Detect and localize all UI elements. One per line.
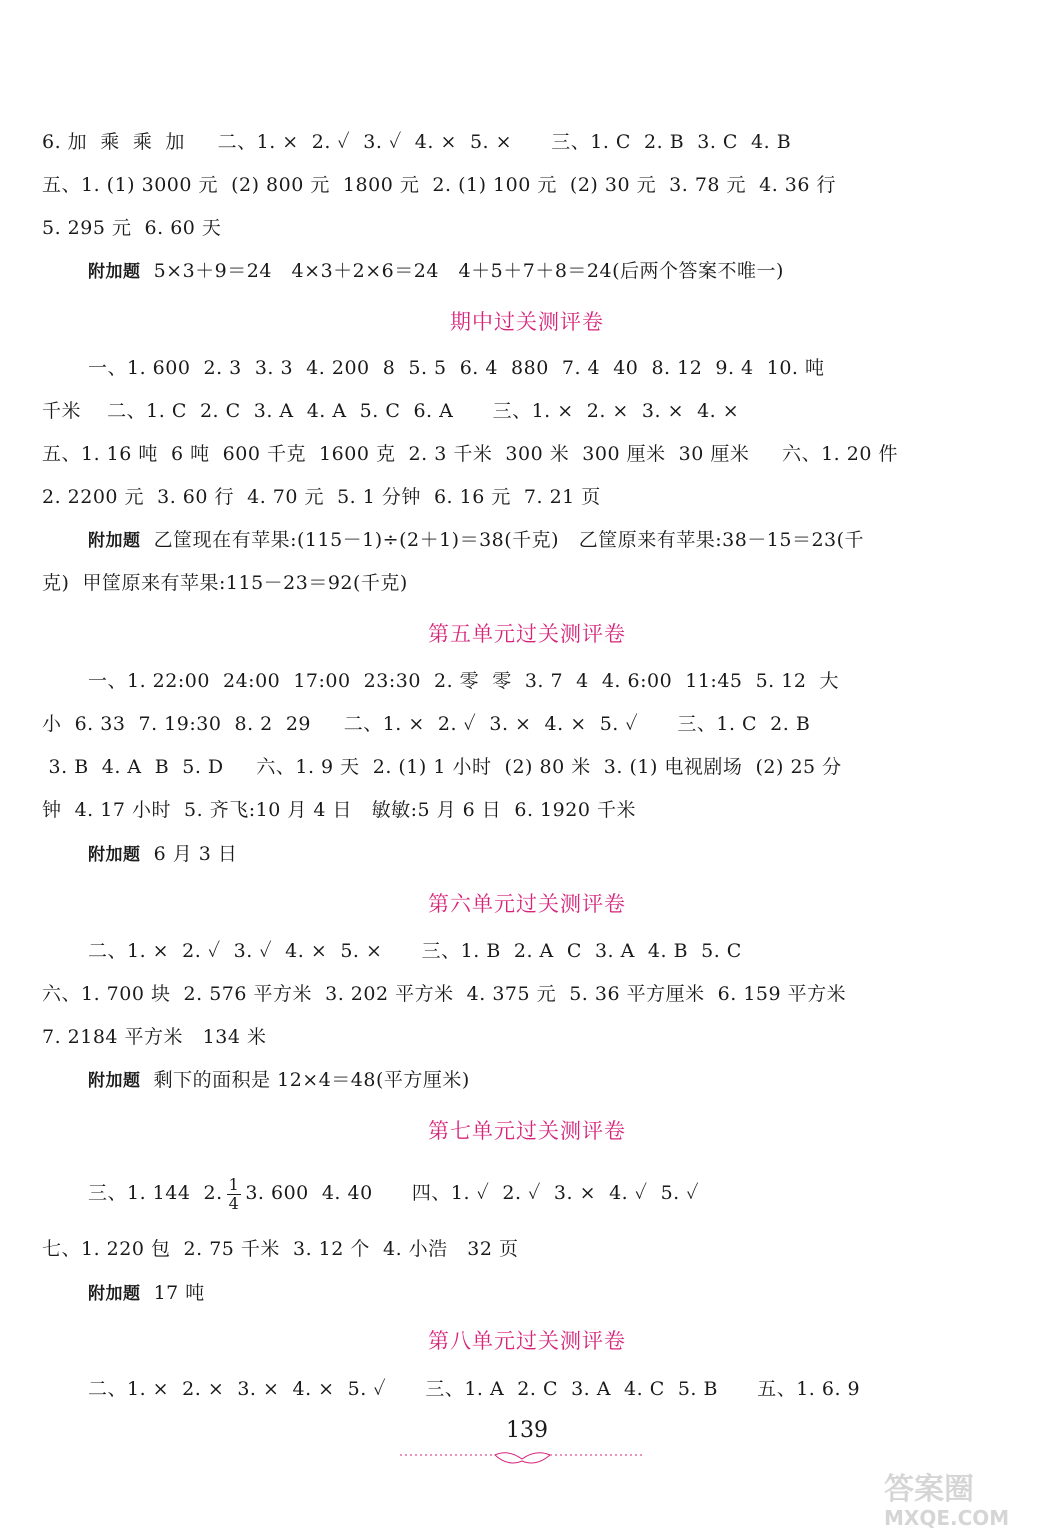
extra-question-label: 附加题 <box>88 845 141 865</box>
unit5-extra <box>88 840 1004 869</box>
answer-line-3: 5. 295 元 6. 60 天 <box>42 217 222 239</box>
unit6-extra <box>88 1066 1004 1095</box>
unit7-line-1-start: 三、1. 144 2. <box>88 1182 223 1204</box>
unit7-line-2: 七、1. 220 包 2. 75 千米 3. 12 个 4. 小浩 32 页 <box>42 1238 519 1260</box>
unit7-line-1-end: 3. 600 4. 40 四、1. ✓ 2. ✓ 3. × 4. ✓ 5. ✓ <box>245 1182 700 1204</box>
extra-question-label: 附加题 <box>88 531 141 551</box>
midterm-line-4: 2. 2200 元 3. 60 行 4. 70 元 5. 1 分钟 6. 16 元 7. 21 页 <box>42 486 601 508</box>
unit6-line-1: 二、1. × 2. ✓ 3. ✓ 4. × 5. × 三、1. B 2. A C 3. A 4. B 5. C <box>88 940 742 962</box>
unit7-line-1 <box>88 1172 1004 1214</box>
answer-line-2: 五、1. (1) 3000 元 (2) 800 元 1800 元 2. (1) 100 元 (2) 30 元 3. 78 元 4. 36 行 <box>42 174 837 196</box>
extra-question-label: 附加题 <box>88 1071 141 1091</box>
unit5-line-2: 小 6. 33 7. 19:30 8. 2 29 二、1. × 2. ✓ 3. × 4. × 5. ✓ 三、1. C 2. B <box>42 713 811 735</box>
unit5-extra-text: 6 月 3 日 <box>140 843 238 865</box>
section-title-unit8: 第八单元过关测评卷 <box>428 1329 626 1353</box>
watermark-logo-icon <box>880 1465 1045 1531</box>
unit7-extra-text: 17 吨 <box>140 1282 205 1304</box>
decorative-divider-icon <box>400 1449 645 1469</box>
unit6-line-3: 7. 2184 平方米 134 米 <box>42 1026 267 1048</box>
midterm-extra-2: 克) 甲筐原来有苹果:115－23＝92(千克) <box>42 572 408 594</box>
unit5-line-1: 一、1. 22:00 24:00 17:00 23:30 2. 零 零 3. 7 4 4. 6:00 11:45 5. 12 大 <box>88 670 840 692</box>
unit6-extra-text: 剩下的面积是 12×4＝48(平方厘米) <box>140 1069 470 1091</box>
midterm-line-1: 一、1. 600 2. 3 3. 3 4. 200 8 5. 5 6. 4 880 7. 4 40 8. 12 9. 4 10. 吨 <box>88 357 825 379</box>
watermark-text-cn: 答案圈 <box>884 1472 974 1507</box>
extra-question-label: 附加题 <box>88 262 141 282</box>
extra-question-label: 附加题 <box>88 1284 141 1304</box>
midterm-line-3: 五、1. 16 吨 6 吨 600 千克 1600 克 2. 3 千米 300 米 300 厘米 30 厘米 六、1. 20 件 <box>42 443 898 465</box>
section-title-unit6: 第六单元过关测评卷 <box>428 892 626 916</box>
extra-question-text: 5×3＋9＝24 4×3＋2×6＝24 4＋5＋7＋8＝24(后两个答案不唯一) <box>140 260 784 282</box>
midterm-extra-1 <box>88 526 1004 555</box>
midterm-extra-text-1: 乙筐现在有苹果:(115－1)÷(2＋1)＝38(千克) 乙筐原来有苹果:38－15＝23(千 <box>140 529 865 551</box>
unit5-line-3: 3. B 4. A B 5. D 六、1. 9 天 2. (1) 1 小时 (2) 80 米 3. (1) 电视剧场 (2) 25 分 <box>42 756 842 778</box>
unit8-line-1: 二、1. × 2. × 3. × 4. × 5. ✓ 三、1. A 2. C 3. A 4. C 5. B 五、1. 6. 9 <box>88 1378 861 1400</box>
section-title-unit7: 第七单元过关测评卷 <box>428 1119 626 1143</box>
midterm-line-2: 千米 二、1. C 2. C 3. A 4. A 5. C 6. A 三、1. × 2. × 3. × 4. × <box>42 400 740 422</box>
page-footer <box>0 1418 1054 1444</box>
extra-question-1 <box>88 257 1004 286</box>
unit5-line-4: 钟 4. 17 小时 5. 齐飞:10 月 4 日 敏敏:5 月 6 日 6. 1920 千米 <box>42 799 636 821</box>
unit7-extra <box>88 1279 1004 1308</box>
section-title-unit5: 第五单元过关测评卷 <box>428 622 626 646</box>
unit6-line-2: 六、1. 700 块 2. 576 平方米 3. 202 平方米 4. 375 元 5. 36 平方厘米 6. 159 平方米 <box>42 983 847 1005</box>
fraction-one-quarter <box>227 1176 242 1213</box>
section-title-midterm: 期中过关测评卷 <box>450 310 604 334</box>
answer-line-1: 6. 加 乘 乘 加 二、1. × 2. ✓ 3. ✓ 4. × 5. × 三、1. C 2. B 3. C 4. B <box>42 131 792 153</box>
page-number: 139 <box>506 1418 548 1443</box>
fraction-numerator: 1 <box>228 1174 240 1194</box>
watermark-text-en: MXQE.COM <box>884 1506 1010 1530</box>
fraction-denominator: 4 <box>228 1193 240 1213</box>
